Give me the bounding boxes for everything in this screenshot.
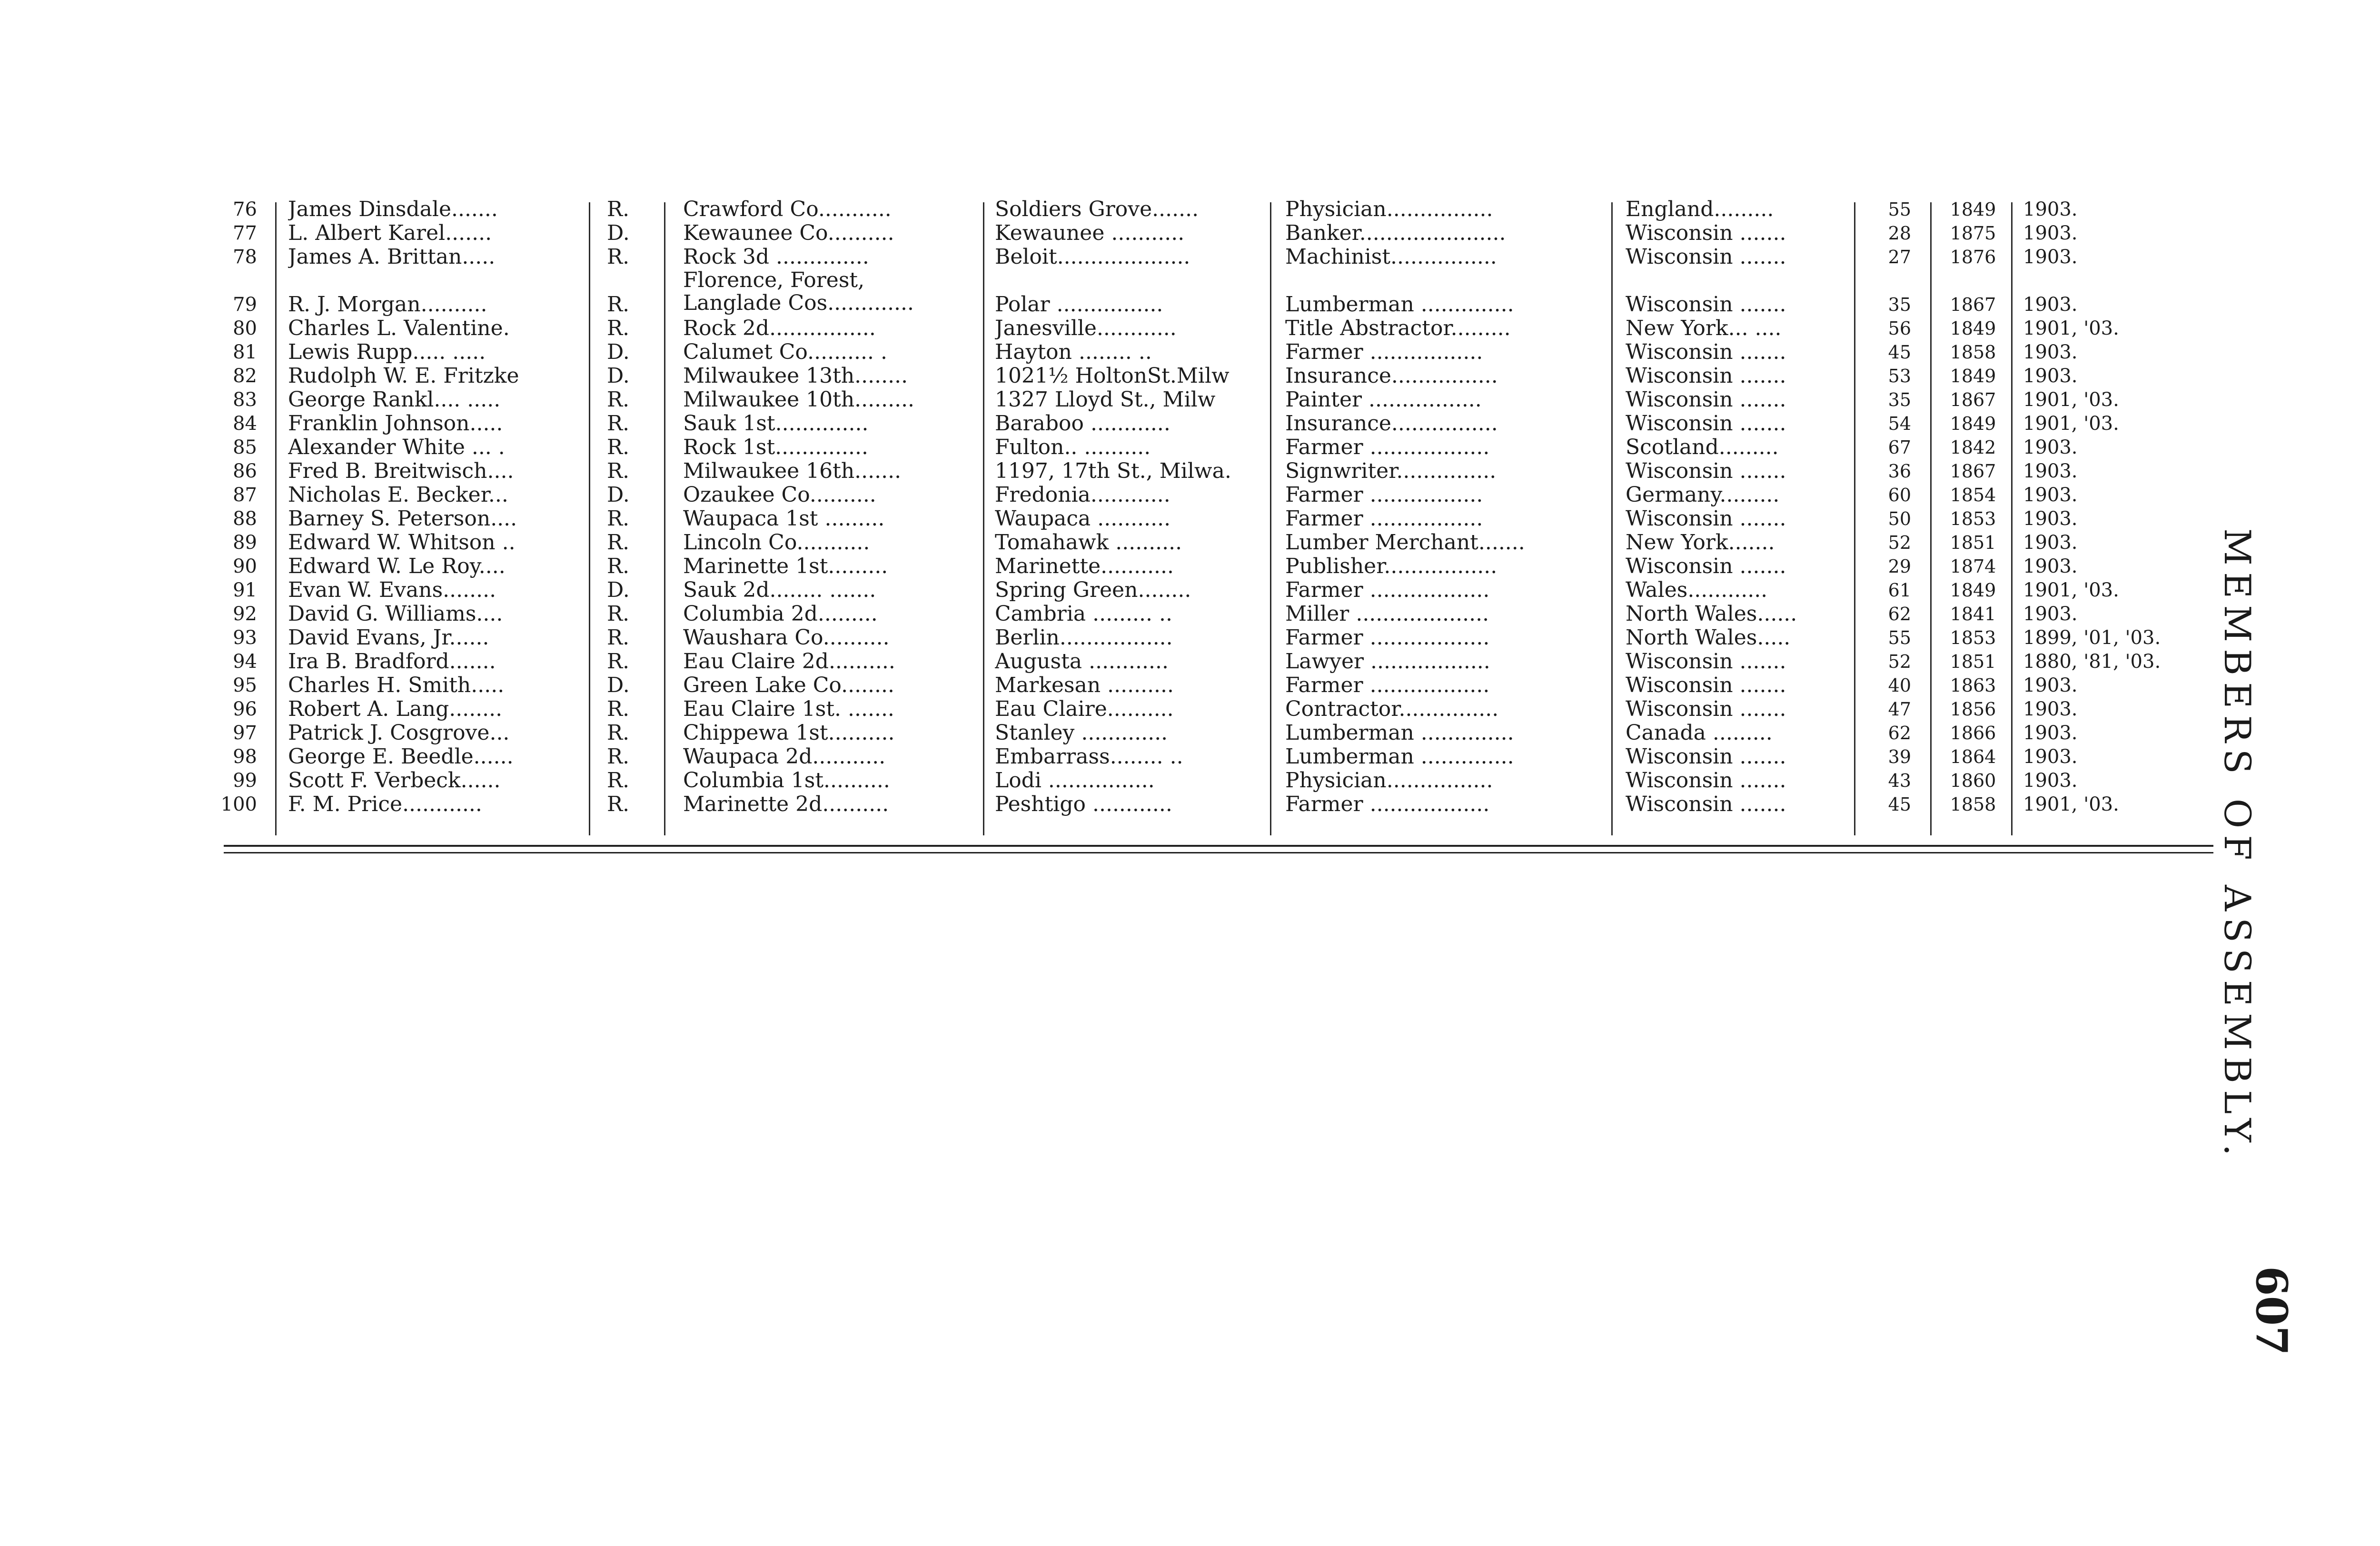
member-occupation: Contractor...............: [1285, 697, 1499, 721]
table-row: [205, 626, 2218, 650]
member-party: R.: [607, 697, 630, 721]
member-district: Columbia 1st..........: [683, 769, 890, 793]
member-birthplace: Wisconsin .......: [1626, 340, 1786, 364]
member-number: 76: [233, 198, 257, 220]
member-number: 82: [233, 365, 257, 387]
table-row: [205, 221, 2218, 245]
member-sessions: 1903.: [2023, 698, 2078, 720]
member-district: Sauk 2d........ .......: [683, 578, 876, 602]
member-age: 56: [1888, 318, 1911, 339]
member-district: Waushara Co..........: [683, 626, 890, 650]
member-party: R.: [607, 507, 630, 531]
member-number: 85: [233, 436, 257, 458]
member-party: R.: [607, 531, 630, 555]
member-party: R.: [607, 388, 630, 412]
member-age: 35: [1888, 294, 1911, 315]
member-born-year: 1860: [1950, 770, 1996, 791]
member-born-year: 1849: [1950, 366, 1996, 386]
member-birthplace: Wisconsin .......: [1626, 697, 1786, 721]
member-number: 88: [233, 508, 257, 530]
member-sessions: 1903.: [2023, 722, 2078, 744]
member-district: Kewaunee Co..........: [683, 221, 894, 245]
table-bottom-rule: [224, 845, 2213, 847]
table-row: [205, 602, 2218, 626]
member-name: Edward W. Whitson ..: [288, 531, 516, 555]
table-row: [205, 364, 2218, 388]
member-occupation: Farmer ..................: [1285, 436, 1490, 459]
member-sessions: 1903.: [2023, 746, 2078, 768]
member-party: R.: [607, 769, 630, 793]
member-district: Eau Claire 1st. .......: [683, 697, 894, 721]
member-sessions: 1903.: [2023, 674, 2078, 696]
member-born-year: 1858: [1950, 794, 1996, 815]
member-age: 67: [1888, 437, 1911, 458]
member-age: 54: [1888, 413, 1911, 434]
member-district: Ozaukee Co..........: [683, 483, 876, 507]
member-district: Eau Claire 2d..........: [683, 650, 895, 674]
member-occupation: Insurance................: [1285, 364, 1498, 388]
member-sessions: 1903.: [2023, 246, 2078, 268]
member-occupation: Insurance................: [1285, 412, 1498, 436]
member-district: Milwaukee 13th........: [683, 364, 908, 388]
table-row: [205, 388, 2218, 412]
member-district: Rock 1st..............: [683, 436, 868, 459]
member-born-year: 1875: [1950, 223, 1996, 244]
member-number: 96: [233, 698, 257, 720]
member-occupation: Lumberman ..............: [1285, 745, 1514, 769]
member-occupation: Farmer .................: [1285, 340, 1483, 364]
member-number: 98: [233, 746, 257, 768]
member-postoffice: Cambria ......... ..: [995, 602, 1172, 626]
member-postoffice: Spring Green........: [995, 578, 1191, 602]
member-party: R.: [607, 555, 630, 578]
member-postoffice: Soldiers Grove.......: [995, 198, 1199, 221]
member-number: 91: [233, 579, 257, 601]
member-name: Evan W. Evans........: [288, 578, 496, 602]
member-party: R.: [607, 650, 630, 674]
member-district: Calumet Co.......... .: [683, 340, 887, 364]
member-name: Nicholas E. Becker...: [288, 483, 508, 507]
member-postoffice: Kewaunee ...........: [995, 221, 1185, 245]
member-birthplace: Germany.........: [1626, 483, 1780, 507]
member-district: Crawford Co...........: [683, 198, 892, 221]
member-postoffice: Fulton.. ..........: [995, 436, 1151, 459]
member-age: 43: [1888, 770, 1911, 791]
member-district: Rock 2d................: [683, 317, 876, 340]
member-birthplace: England.........: [1626, 198, 1774, 221]
member-postoffice: Hayton ........ ..: [995, 340, 1152, 364]
member-district: Milwaukee 16th.......: [683, 459, 902, 483]
member-number: 81: [233, 341, 257, 363]
member-age: 28: [1888, 223, 1911, 244]
member-party: R.: [607, 436, 630, 459]
member-postoffice: Peshtigo ............: [995, 793, 1172, 816]
table-row: [205, 793, 2218, 816]
table-row: [205, 507, 2218, 531]
member-sessions: 1903.: [2023, 532, 2078, 554]
member-occupation: Farmer ..................: [1285, 578, 1490, 602]
member-district: Sauk 1st..............: [683, 412, 869, 436]
table-row: [205, 483, 2218, 507]
member-occupation: Title Abstractor.........: [1285, 317, 1511, 340]
member-district: Florence, Forest, Langlade Cos.............: [683, 269, 914, 315]
member-born-year: 1849: [1950, 318, 1996, 339]
member-name: F. M. Price............: [288, 793, 482, 816]
member-postoffice: Stanley .............: [995, 721, 1168, 745]
member-occupation: Lumber Merchant.......: [1285, 531, 1525, 555]
member-postoffice: Eau Claire..........: [995, 697, 1174, 721]
member-party: D.: [607, 483, 630, 507]
member-sessions: 1903.: [2023, 365, 2078, 387]
member-number: 97: [233, 722, 257, 744]
member-name: Charles L. Valentine.: [288, 317, 510, 340]
member-number: 93: [233, 627, 257, 649]
table-row: [205, 459, 2218, 483]
member-age: 53: [1888, 366, 1911, 386]
member-born-year: 1876: [1950, 247, 1996, 268]
member-sessions: 1901, '03.: [2023, 413, 2119, 435]
table-row: [205, 555, 2218, 578]
member-number: 80: [233, 317, 257, 339]
member-postoffice: 1197, 17th St., Milwa.: [995, 459, 1231, 483]
member-sessions: 1903.: [2023, 555, 2078, 577]
member-name: George Rankl.... .....: [288, 388, 501, 412]
member-postoffice: Marinette...........: [995, 555, 1174, 578]
table-row: [205, 674, 2218, 697]
table-row: [205, 269, 2218, 317]
member-born-year: 1854: [1950, 485, 1996, 505]
member-district: Waupaca 1st .........: [683, 507, 885, 531]
table-row: [205, 531, 2218, 555]
member-born-year: 1863: [1950, 675, 1996, 696]
table-row: [205, 578, 2218, 602]
member-sessions: 1880, '81, '03.: [2023, 651, 2161, 673]
member-occupation: Lumberman ..............: [1285, 721, 1514, 745]
member-district: Columbia 2d.........: [683, 602, 878, 626]
member-born-year: 1858: [1950, 342, 1996, 363]
member-postoffice: Berlin.................: [995, 626, 1173, 650]
member-postoffice: Embarrass........ ..: [995, 745, 1183, 769]
running-head: MEMBERS OF ASSEMBLY.: [2216, 528, 2259, 1163]
member-number: 83: [233, 389, 257, 411]
member-name: Scott F. Verbeck......: [288, 769, 501, 793]
member-occupation: Lawyer ..................: [1285, 650, 1490, 674]
member-age: 45: [1888, 794, 1911, 815]
table-row: [205, 650, 2218, 674]
member-born-year: 1853: [1950, 508, 1996, 529]
table-row: [205, 697, 2218, 721]
member-sessions: 1903.: [2023, 603, 2078, 625]
member-birthplace: Wisconsin .......: [1626, 793, 1786, 816]
member-name: R. J. Morgan..........: [288, 293, 487, 317]
member-name: Robert A. Lang........: [288, 697, 503, 721]
assembly-members-table: [205, 198, 2218, 816]
table-row: [205, 317, 2218, 340]
table-row: [205, 340, 2218, 364]
member-birthplace: Wisconsin .......: [1626, 221, 1786, 245]
member-birthplace: Wales............: [1626, 578, 1768, 602]
member-name: David G. Williams....: [288, 602, 503, 626]
member-name: James Dinsdale.......: [288, 198, 498, 221]
member-district: Chippewa 1st..........: [683, 721, 895, 745]
member-sessions: 1901, '03.: [2023, 389, 2119, 411]
member-name: James A. Brittan.....: [288, 245, 496, 269]
member-born-year: 1849: [1950, 199, 1996, 220]
table-row: [205, 721, 2218, 745]
member-occupation: Farmer ..................: [1285, 674, 1490, 697]
member-name: Franklin Johnson.....: [288, 412, 503, 436]
member-name: David Evans, Jr......: [288, 626, 489, 650]
member-name: George E. Beedle......: [288, 745, 514, 769]
member-sessions: 1903.: [2023, 770, 2078, 792]
member-age: 29: [1888, 556, 1911, 577]
member-birthplace: Wisconsin .......: [1626, 293, 1786, 317]
member-district: Marinette 1st.........: [683, 555, 888, 578]
member-name: Edward W. Le Roy....: [288, 555, 506, 578]
member-birthplace: Scotland.........: [1626, 436, 1779, 459]
member-party: D.: [607, 578, 630, 602]
member-sessions: 1903.: [2023, 198, 2078, 220]
member-number: 99: [233, 770, 257, 792]
member-name: Barney S. Peterson....: [288, 507, 517, 531]
member-sessions: 1903.: [2023, 222, 2078, 244]
member-number: 100: [220, 793, 257, 815]
member-sessions: 1903.: [2023, 436, 2078, 458]
member-birthplace: Wisconsin .......: [1626, 459, 1786, 483]
member-birthplace: Wisconsin .......: [1626, 364, 1786, 388]
member-occupation: Miller ....................: [1285, 602, 1489, 626]
member-age: 62: [1888, 604, 1911, 624]
member-party: R.: [607, 602, 630, 626]
member-party: R.: [607, 459, 630, 483]
member-age: 60: [1888, 485, 1911, 505]
member-district: Milwaukee 10th.........: [683, 388, 915, 412]
member-postoffice: Janesville............: [995, 317, 1177, 340]
member-occupation: Farmer ..................: [1285, 626, 1490, 650]
member-occupation: Signwriter...............: [1285, 459, 1497, 483]
member-party: R.: [607, 317, 630, 340]
member-name: L. Albert Karel.......: [288, 221, 492, 245]
member-name: Charles H. Smith.....: [288, 674, 505, 697]
member-occupation: Banker......................: [1285, 221, 1506, 245]
member-occupation: Farmer .................: [1285, 483, 1483, 507]
member-postoffice: Tomahawk ..........: [995, 531, 1182, 555]
member-age: 47: [1888, 699, 1911, 720]
member-birthplace: Wisconsin .......: [1626, 745, 1786, 769]
member-occupation: Publisher.................: [1285, 555, 1497, 578]
member-postoffice: Fredonia............: [995, 483, 1170, 507]
member-party: D.: [607, 674, 630, 697]
member-name: Ira B. Bradford.......: [288, 650, 496, 674]
member-number: 78: [233, 246, 257, 268]
member-party: R.: [607, 412, 630, 436]
member-birthplace: Wisconsin .......: [1626, 507, 1786, 531]
member-age: 55: [1888, 199, 1911, 220]
table-row: [205, 245, 2218, 269]
member-birthplace: North Wales.....: [1626, 626, 1791, 650]
member-number: 77: [233, 222, 257, 244]
member-name: Rudolph W. E. Fritzke: [288, 364, 519, 388]
member-age: 52: [1888, 651, 1911, 672]
member-birthplace: New York.......: [1626, 531, 1775, 555]
member-birthplace: Wisconsin .......: [1626, 388, 1786, 412]
member-occupation: Farmer ..................: [1285, 793, 1490, 816]
member-age: 27: [1888, 247, 1911, 268]
member-sessions: 1903.: [2023, 341, 2078, 363]
member-birthplace: Wisconsin .......: [1626, 674, 1786, 697]
member-birthplace: North Wales......: [1626, 602, 1797, 626]
member-born-year: 1853: [1950, 627, 1996, 648]
member-born-year: 1867: [1950, 461, 1996, 482]
member-number: 86: [233, 460, 257, 482]
member-postoffice: Waupaca ...........: [995, 507, 1171, 531]
member-age: 62: [1888, 723, 1911, 743]
member-party: R.: [607, 721, 630, 745]
member-birthplace: Wisconsin .......: [1626, 650, 1786, 674]
member-number: 84: [233, 413, 257, 435]
member-age: 36: [1888, 461, 1911, 482]
member-sessions: 1899, '01, '03.: [2023, 627, 2161, 649]
member-postoffice: 1021½ HoltonSt.Milw: [995, 364, 1230, 388]
member-birthplace: Wisconsin .......: [1626, 245, 1786, 269]
member-age: 50: [1888, 508, 1911, 529]
member-born-year: 1866: [1950, 723, 1996, 743]
member-postoffice: Polar ................: [995, 293, 1163, 317]
member-district: Marinette 2d..........: [683, 793, 889, 816]
member-born-year: 1867: [1950, 389, 1996, 410]
member-party: D.: [607, 340, 630, 364]
member-postoffice: Beloit....................: [995, 245, 1190, 269]
member-party: R.: [607, 626, 630, 650]
member-party: R.: [607, 293, 630, 317]
member-born-year: 1874: [1950, 556, 1996, 577]
member-age: 39: [1888, 746, 1911, 767]
member-age: 45: [1888, 342, 1911, 363]
member-age: 55: [1888, 627, 1911, 648]
member-party: D.: [607, 364, 630, 388]
member-district: Rock 3d ..............: [683, 245, 869, 269]
table-row: [205, 198, 2218, 221]
member-number: 89: [233, 532, 257, 554]
member-occupation: Painter .................: [1285, 388, 1482, 412]
page-number: 607: [2246, 1266, 2297, 1356]
member-postoffice: Lodi ................: [995, 769, 1155, 793]
member-occupation: Physician................: [1285, 198, 1493, 221]
member-name: Lewis Rupp..... .....: [288, 340, 486, 364]
member-name: Fred B. Breitwisch....: [288, 459, 514, 483]
member-name: Alexander White ... .: [288, 436, 505, 459]
member-born-year: 1856: [1950, 699, 1996, 720]
member-born-year: 1842: [1950, 437, 1996, 458]
member-occupation: Lumberman ..............: [1285, 293, 1514, 317]
member-sessions: 1903.: [2023, 294, 2078, 316]
member-postoffice: Baraboo ............: [995, 412, 1170, 436]
member-born-year: 1851: [1950, 651, 1996, 672]
member-party: R.: [607, 745, 630, 769]
member-birthplace: Wisconsin .......: [1626, 412, 1786, 436]
member-party: R.: [607, 793, 630, 816]
member-number: 90: [233, 555, 257, 577]
member-sessions: 1901, '03.: [2023, 579, 2119, 601]
member-number: 87: [233, 484, 257, 506]
member-born-year: 1867: [1950, 294, 1996, 315]
member-occupation: Machinist................: [1285, 245, 1497, 269]
member-birthplace: Wisconsin .......: [1626, 555, 1786, 578]
member-district: Waupaca 2d...........: [683, 745, 886, 769]
table-bottom-rule: [224, 852, 2213, 853]
member-occupation: Farmer .................: [1285, 507, 1483, 531]
member-born-year: 1841: [1950, 604, 1996, 624]
member-born-year: 1864: [1950, 746, 1996, 767]
table-row: [205, 436, 2218, 459]
member-name: Patrick J. Cosgrove...: [288, 721, 510, 745]
table-row: [205, 412, 2218, 436]
member-number: 92: [233, 603, 257, 625]
member-age: 52: [1888, 532, 1911, 553]
member-number: 79: [233, 294, 257, 316]
member-party: R.: [607, 245, 630, 269]
table-row: [205, 769, 2218, 793]
member-sessions: 1901, '03.: [2023, 317, 2119, 339]
member-age: 61: [1888, 580, 1911, 601]
member-birthplace: Wisconsin .......: [1626, 769, 1786, 793]
member-postoffice: Augusta ............: [995, 650, 1169, 674]
table-row: [205, 745, 2218, 769]
member-age: 35: [1888, 389, 1911, 410]
member-sessions: 1903.: [2023, 484, 2078, 506]
member-birthplace: Canada .........: [1626, 721, 1773, 745]
member-party: D.: [607, 221, 630, 245]
member-occupation: Physician................: [1285, 769, 1493, 793]
member-number: 94: [233, 651, 257, 673]
member-born-year: 1851: [1950, 532, 1996, 553]
member-born-year: 1849: [1950, 580, 1996, 601]
member-postoffice: 1327 Lloyd St., Milw: [995, 388, 1216, 412]
member-district: Lincoln Co...........: [683, 531, 870, 555]
member-age: 40: [1888, 675, 1911, 696]
member-number: 95: [233, 674, 257, 696]
member-sessions: 1903.: [2023, 460, 2078, 482]
member-district: Green Lake Co........: [683, 674, 894, 697]
member-born-year: 1849: [1950, 413, 1996, 434]
member-postoffice: Markesan ..........: [995, 674, 1174, 697]
member-sessions: 1903.: [2023, 508, 2078, 530]
member-sessions: 1901, '03.: [2023, 793, 2119, 815]
member-birthplace: New York... ....: [1626, 317, 1782, 340]
member-party: R.: [607, 198, 630, 221]
